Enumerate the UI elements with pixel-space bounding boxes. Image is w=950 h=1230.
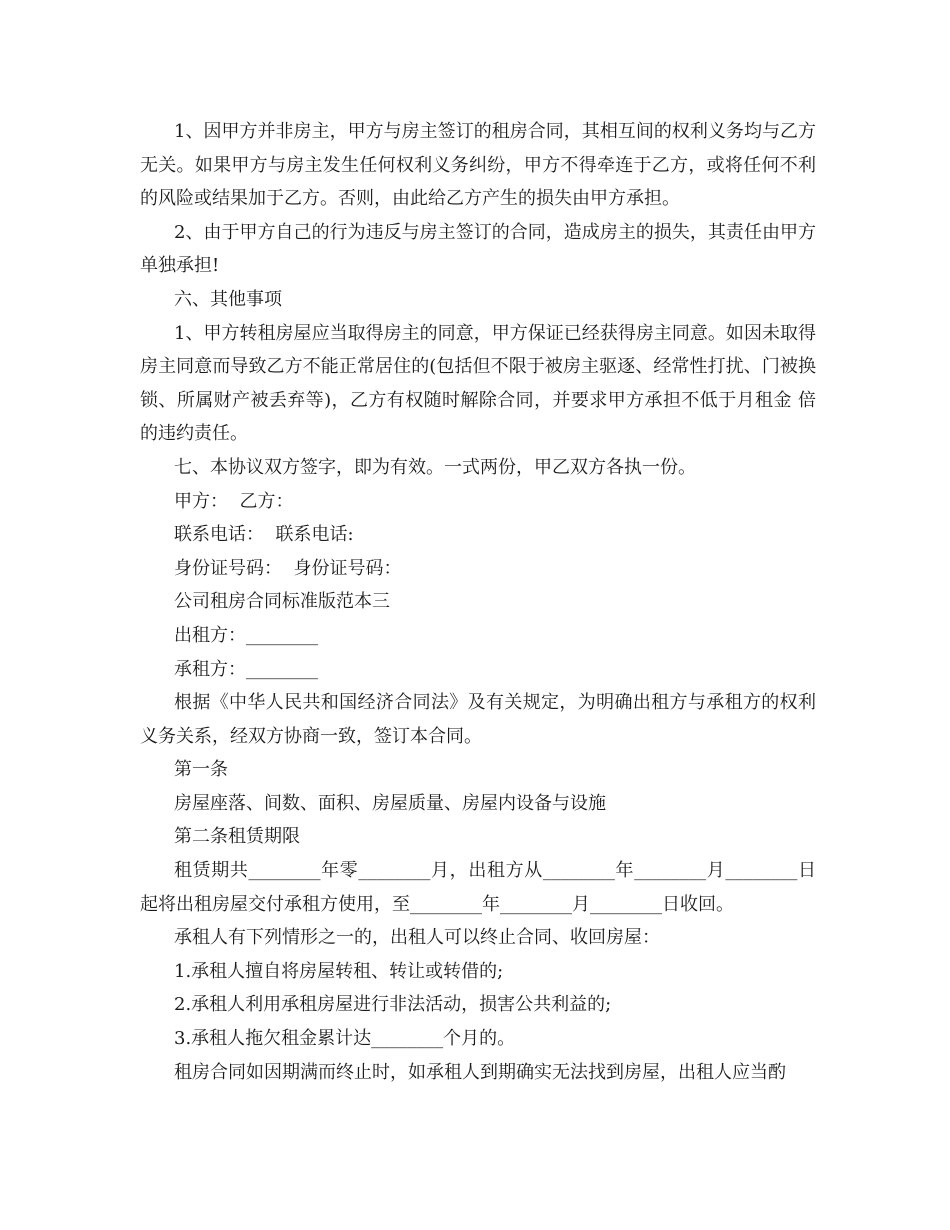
- list-item: 2.承租人利用承租房屋进行非法活动，损害公共利益的;: [174, 994, 612, 1016]
- paragraph: 房屋座落、间数、面积、房屋质量、房屋内设备与设施: [174, 792, 606, 814]
- signature-line-parties: 甲方： 乙方：: [174, 490, 294, 512]
- signature-line-id: 身份证号码： 身份证号码：: [174, 557, 402, 579]
- lessor-line: 出租方：________: [174, 624, 318, 646]
- paragraph: 七、本协议双方签字，即为有效。一式两份，甲乙双方各执一份。: [174, 456, 696, 478]
- list-item: 1.承租人擅自将房屋转租、转让或转借的;: [174, 960, 504, 982]
- paragraph: 2、由于甲方自己的行为违反与房主签订的合同，造成房主的损失，其责任由甲方单独承担!: [140, 221, 816, 277]
- paragraph: 1、甲方转租房屋应当取得房主的同意，甲方保证已经获得房主同意。如因未取得房主同意而导致乙方不能正常居住的(包括但不限于被房主驱逐、经常性打扰、门被换锁、所属财产被丢弃等)，乙方有权随时解除合同，并要求甲方承担不低于月租金 倍的违约责任。: [140, 322, 816, 445]
- document-subtitle: 公司租房合同标准版范本三: [174, 591, 390, 613]
- paragraph: 1、因甲方并非房主，甲方与房主签订的租房合同，其相互间的权利义务均与乙方无关。如果甲方与房主发生任何权利义务纠纷，甲方不得牵连于乙方，或将任何不利的风险或结果加于乙方。否则，由此给乙方产生的损失由甲方承担。: [140, 121, 816, 210]
- paragraph: 承租人有下列情形之一的，出租人可以终止合同、收回房屋：: [174, 927, 660, 949]
- article-heading: 第二条租赁期限: [174, 826, 300, 848]
- paragraph: 租赁期共________年零________月，出租方从________年________月________日起将出租房屋交付承租方使用，至________年________月________日收回。: [140, 860, 816, 915]
- article-heading: 第一条: [174, 759, 228, 781]
- signature-line-phone: 联系电话： 联系电话:: [174, 524, 354, 546]
- paragraph: 根据《中华人民共和国经济合同法》及有关规定，为明确出租方与承租方的权利义务关系，经双方协商一致，签订本合同。: [140, 692, 816, 747]
- lessee-line: 承租方：________: [174, 658, 318, 680]
- list-item: 3.承租人拖欠租金累计达________个月的。: [174, 1028, 516, 1050]
- document-body: [140, 115, 816, 1089]
- section-heading: 六、其他事项: [174, 288, 282, 310]
- paragraph: 租房合同如因期满而终止时，如承租人到期确实无法找到房屋，出租人应当酌: [174, 1061, 786, 1083]
